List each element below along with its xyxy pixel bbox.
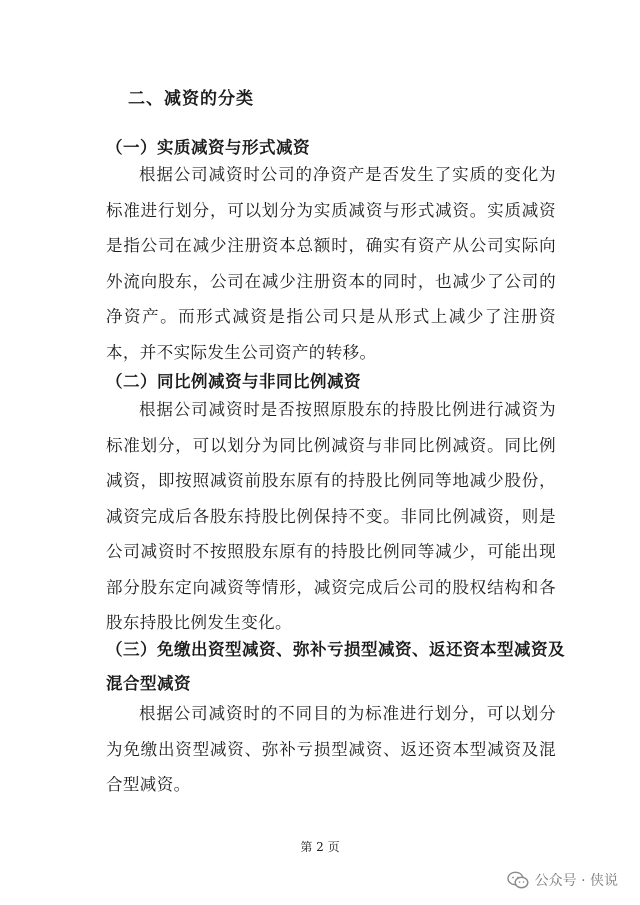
subsection-heading-3-line-2: 混合型减资 <box>106 674 191 693</box>
subsection-paragraph-1: 根据公司减资时公司的净资产是否发生了实质的变化为标准进行划分，可以划分为实质减资与形式减资。实质减资是指公司在减少注册资本总额时，确实有资产从公司实际向外流向股东，公司在减少注册资本的同时，也减少了公司的净资产。而形式减资是指公司只是从形式上减少了注册资本，并不实际发生公司资产的转移。 <box>106 165 556 362</box>
section-title: 二、减资的分类 <box>128 89 254 109</box>
subsection-heading-3-line-1: （三）免缴出资型减资、弥补亏损型减资、返还资本型减资及 <box>106 640 565 659</box>
subsection-paragraph-3: 根据公司减资时的不同目的为标准进行划分，可以划分为免缴出资型减资、弥补亏损型减资、返还资本型减资及混合型减资。 <box>106 704 556 794</box>
subsection-heading-1: （一）实质减资与形式减资 <box>106 138 310 157</box>
watermark-text: 公众号 · 侠说 <box>534 873 618 889</box>
subsection-paragraph-2: 根据公司减资时是否按照原股东的持股比例进行减资为标准划分，可以划分为同比例减资与非同比例减资。同比例减资，即按照减资前股东原有的持股比例同等地减少股份，减资完成后各股东持股比例保持不变。非同比例减资，则是公司减资时不按照股东原有的持股比例同等减少，可能出现部分股东定向减资等情形，减资完成后公司的股权结构和各股东持股比例发生变化。 <box>106 400 556 632</box>
wechat-icon <box>507 871 529 889</box>
subsection-heading-2: （二）同比例减资与非同比例减资 <box>106 372 361 391</box>
watermark <box>507 870 618 890</box>
page-number: 第 2 页 <box>300 840 340 854</box>
